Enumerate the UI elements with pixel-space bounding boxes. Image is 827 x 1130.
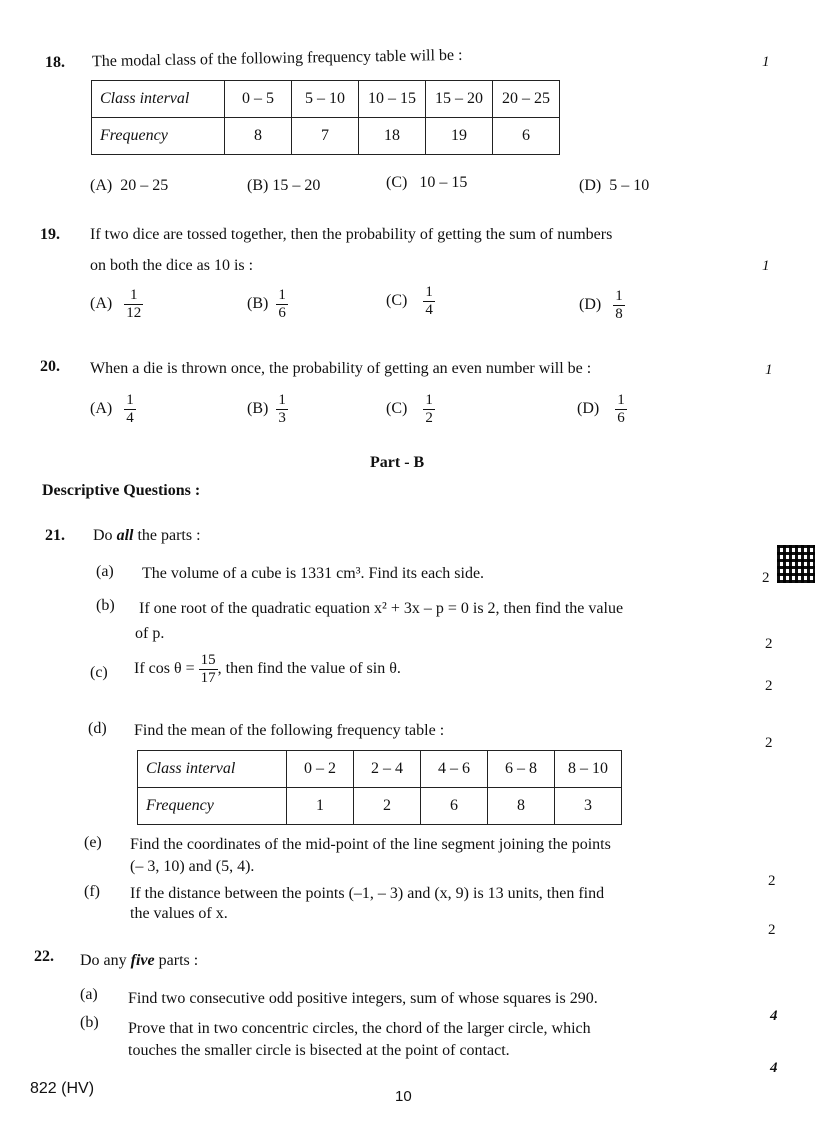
table-cell: Class interval — [138, 751, 287, 788]
q21-intro: Do all the parts : — [93, 527, 201, 544]
q20-option-a: (A) $\frac{1}{4}$ — [90, 392, 134, 426]
q22-number: 22. — [34, 948, 54, 965]
q20-option-c: (C) $\frac{1}{2}$ — [386, 392, 433, 426]
q21-number: 21. — [45, 527, 65, 544]
q21f-line1: If the distance between the points (–1, – 3) and (x, 9) is 13 units, then find — [130, 885, 605, 902]
q21c-marks: 2 — [765, 678, 773, 694]
q21f-label: (f) — [84, 883, 100, 900]
q19-option-c: (C) $\frac{1}{4}$ — [386, 284, 433, 318]
table-cell: 2 – 4 — [354, 751, 421, 788]
table-cell: 19 — [426, 118, 493, 155]
q18-number: 18. — [45, 54, 65, 71]
table-cell: 0 – 5 — [225, 81, 292, 118]
table-cell: 1 — [287, 788, 354, 825]
q19-line1: If two dice are tossed together, then the probability of getting the sum of numbers — [90, 226, 613, 243]
q19-number: 19. — [40, 226, 60, 243]
q19-marks: 1 — [762, 258, 770, 274]
q22b-marks: 4 — [770, 1060, 778, 1076]
table-cell: 5 – 10 — [292, 81, 359, 118]
q21e-line2: (– 3, 10) and (5, 4). — [130, 858, 255, 875]
table-cell: 7 — [292, 118, 359, 155]
table-row — [92, 81, 560, 118]
q19-option-a: (A) $\frac{1}{12}$ — [90, 287, 142, 321]
q21b-marks: 2 — [765, 636, 773, 652]
q18-text: The modal class of the following frequency table will be : — [91, 46, 463, 71]
q21e-label: (e) — [84, 834, 102, 851]
q21a-label: (a) — [96, 563, 114, 580]
q21d-table — [137, 750, 622, 825]
q20-number: 20. — [40, 358, 60, 375]
q18-option-a: (A) 20 – 25 — [90, 177, 169, 194]
q21b-label: (b) — [96, 597, 115, 614]
q19-option-d: (D) $\frac{1}{8}$ — [579, 288, 623, 322]
q21f-marks: 2 — [768, 922, 776, 938]
table-row — [92, 118, 560, 155]
table-cell: Class interval — [92, 81, 225, 118]
q22b-line1: Prove that in two concentric circles, the chord of the larger circle, which — [128, 1020, 591, 1037]
table-cell: 6 — [421, 788, 488, 825]
table-cell: 18 — [359, 118, 426, 155]
q18-option-c: (C) 10 – 15 — [386, 174, 468, 191]
table-cell: Frequency — [138, 788, 287, 825]
paper-code: 822 (HV) — [30, 1080, 95, 1097]
q21e-line1: Find the coordinates of the mid-point of the line segment joining the points — [130, 836, 611, 853]
q18-option-b: (B) 15 – 20 — [247, 177, 321, 194]
table-cell: 3 — [555, 788, 622, 825]
table-cell: 8 — [488, 788, 555, 825]
table-row — [138, 751, 622, 788]
q22b-label: (b) — [80, 1014, 99, 1031]
q21b-line2: of p. — [135, 625, 165, 642]
table-row — [138, 788, 622, 825]
descriptive-heading: Descriptive Questions : — [42, 482, 201, 499]
q18-marks: 1 — [762, 54, 770, 70]
q21d-marks: 2 — [765, 735, 773, 751]
q22a-marks: 4 — [770, 1008, 778, 1024]
q18-table — [91, 80, 560, 155]
q20-marks: 1 — [765, 362, 773, 378]
q22-intro: Do any five parts : — [80, 952, 199, 969]
q20-option-b: (B) $\frac{1}{3}$ — [247, 392, 286, 426]
table-cell: 8 – 10 — [555, 751, 622, 788]
q22b-line2: touches the smaller circle is bisected at the point of contact. — [128, 1042, 510, 1059]
q21b-line1: If one root of the quadratic equation x² + 3x – p = 0 is 2, then find the value — [139, 600, 624, 617]
table-cell: Frequency — [92, 118, 225, 155]
table-cell: 15 – 20 — [426, 81, 493, 118]
q22a-label: (a) — [80, 986, 98, 1003]
q21e-marks: 2 — [768, 873, 776, 889]
table-cell: 10 – 15 — [359, 81, 426, 118]
q19-option-b: (B) $\frac{1}{6}$ — [247, 287, 286, 321]
q21d-label: (d) — [88, 720, 107, 737]
q20-option-d: (D) $\frac{1}{6}$ — [577, 392, 625, 426]
table-cell: 0 – 2 — [287, 751, 354, 788]
q21c-text: If cos θ = $\frac{15}{17}$ , then find the value of sin θ. — [134, 652, 401, 686]
table-cell: 6 – 8 — [488, 751, 555, 788]
q19-line2: on both the dice as 10 is : — [90, 257, 254, 274]
table-cell: 6 — [493, 118, 560, 155]
part-b-heading: Part - B — [370, 454, 425, 471]
qr-code-icon — [777, 545, 815, 583]
table-cell: 4 – 6 — [421, 751, 488, 788]
q21c-label: (c) — [90, 664, 108, 681]
page-number: 10 — [395, 1088, 412, 1105]
q21a-marks: 2 — [762, 570, 770, 586]
q20-text: When a die is thrown once, the probability of getting an even number will be : — [90, 360, 592, 377]
q21a-text: The volume of a cube is 1331 cm³. Find its each side. — [142, 565, 485, 582]
q21d-text: Find the mean of the following frequency table : — [134, 722, 445, 739]
q22a-text: Find two consecutive odd positive integers, sum of whose squares is 290. — [128, 990, 598, 1007]
q21f-line2: the values of x. — [130, 905, 228, 922]
q18-option-d: (D) 5 – 10 — [579, 177, 650, 194]
table-cell: 20 – 25 — [493, 81, 560, 118]
table-cell: 8 — [225, 118, 292, 155]
table-cell: 2 — [354, 788, 421, 825]
